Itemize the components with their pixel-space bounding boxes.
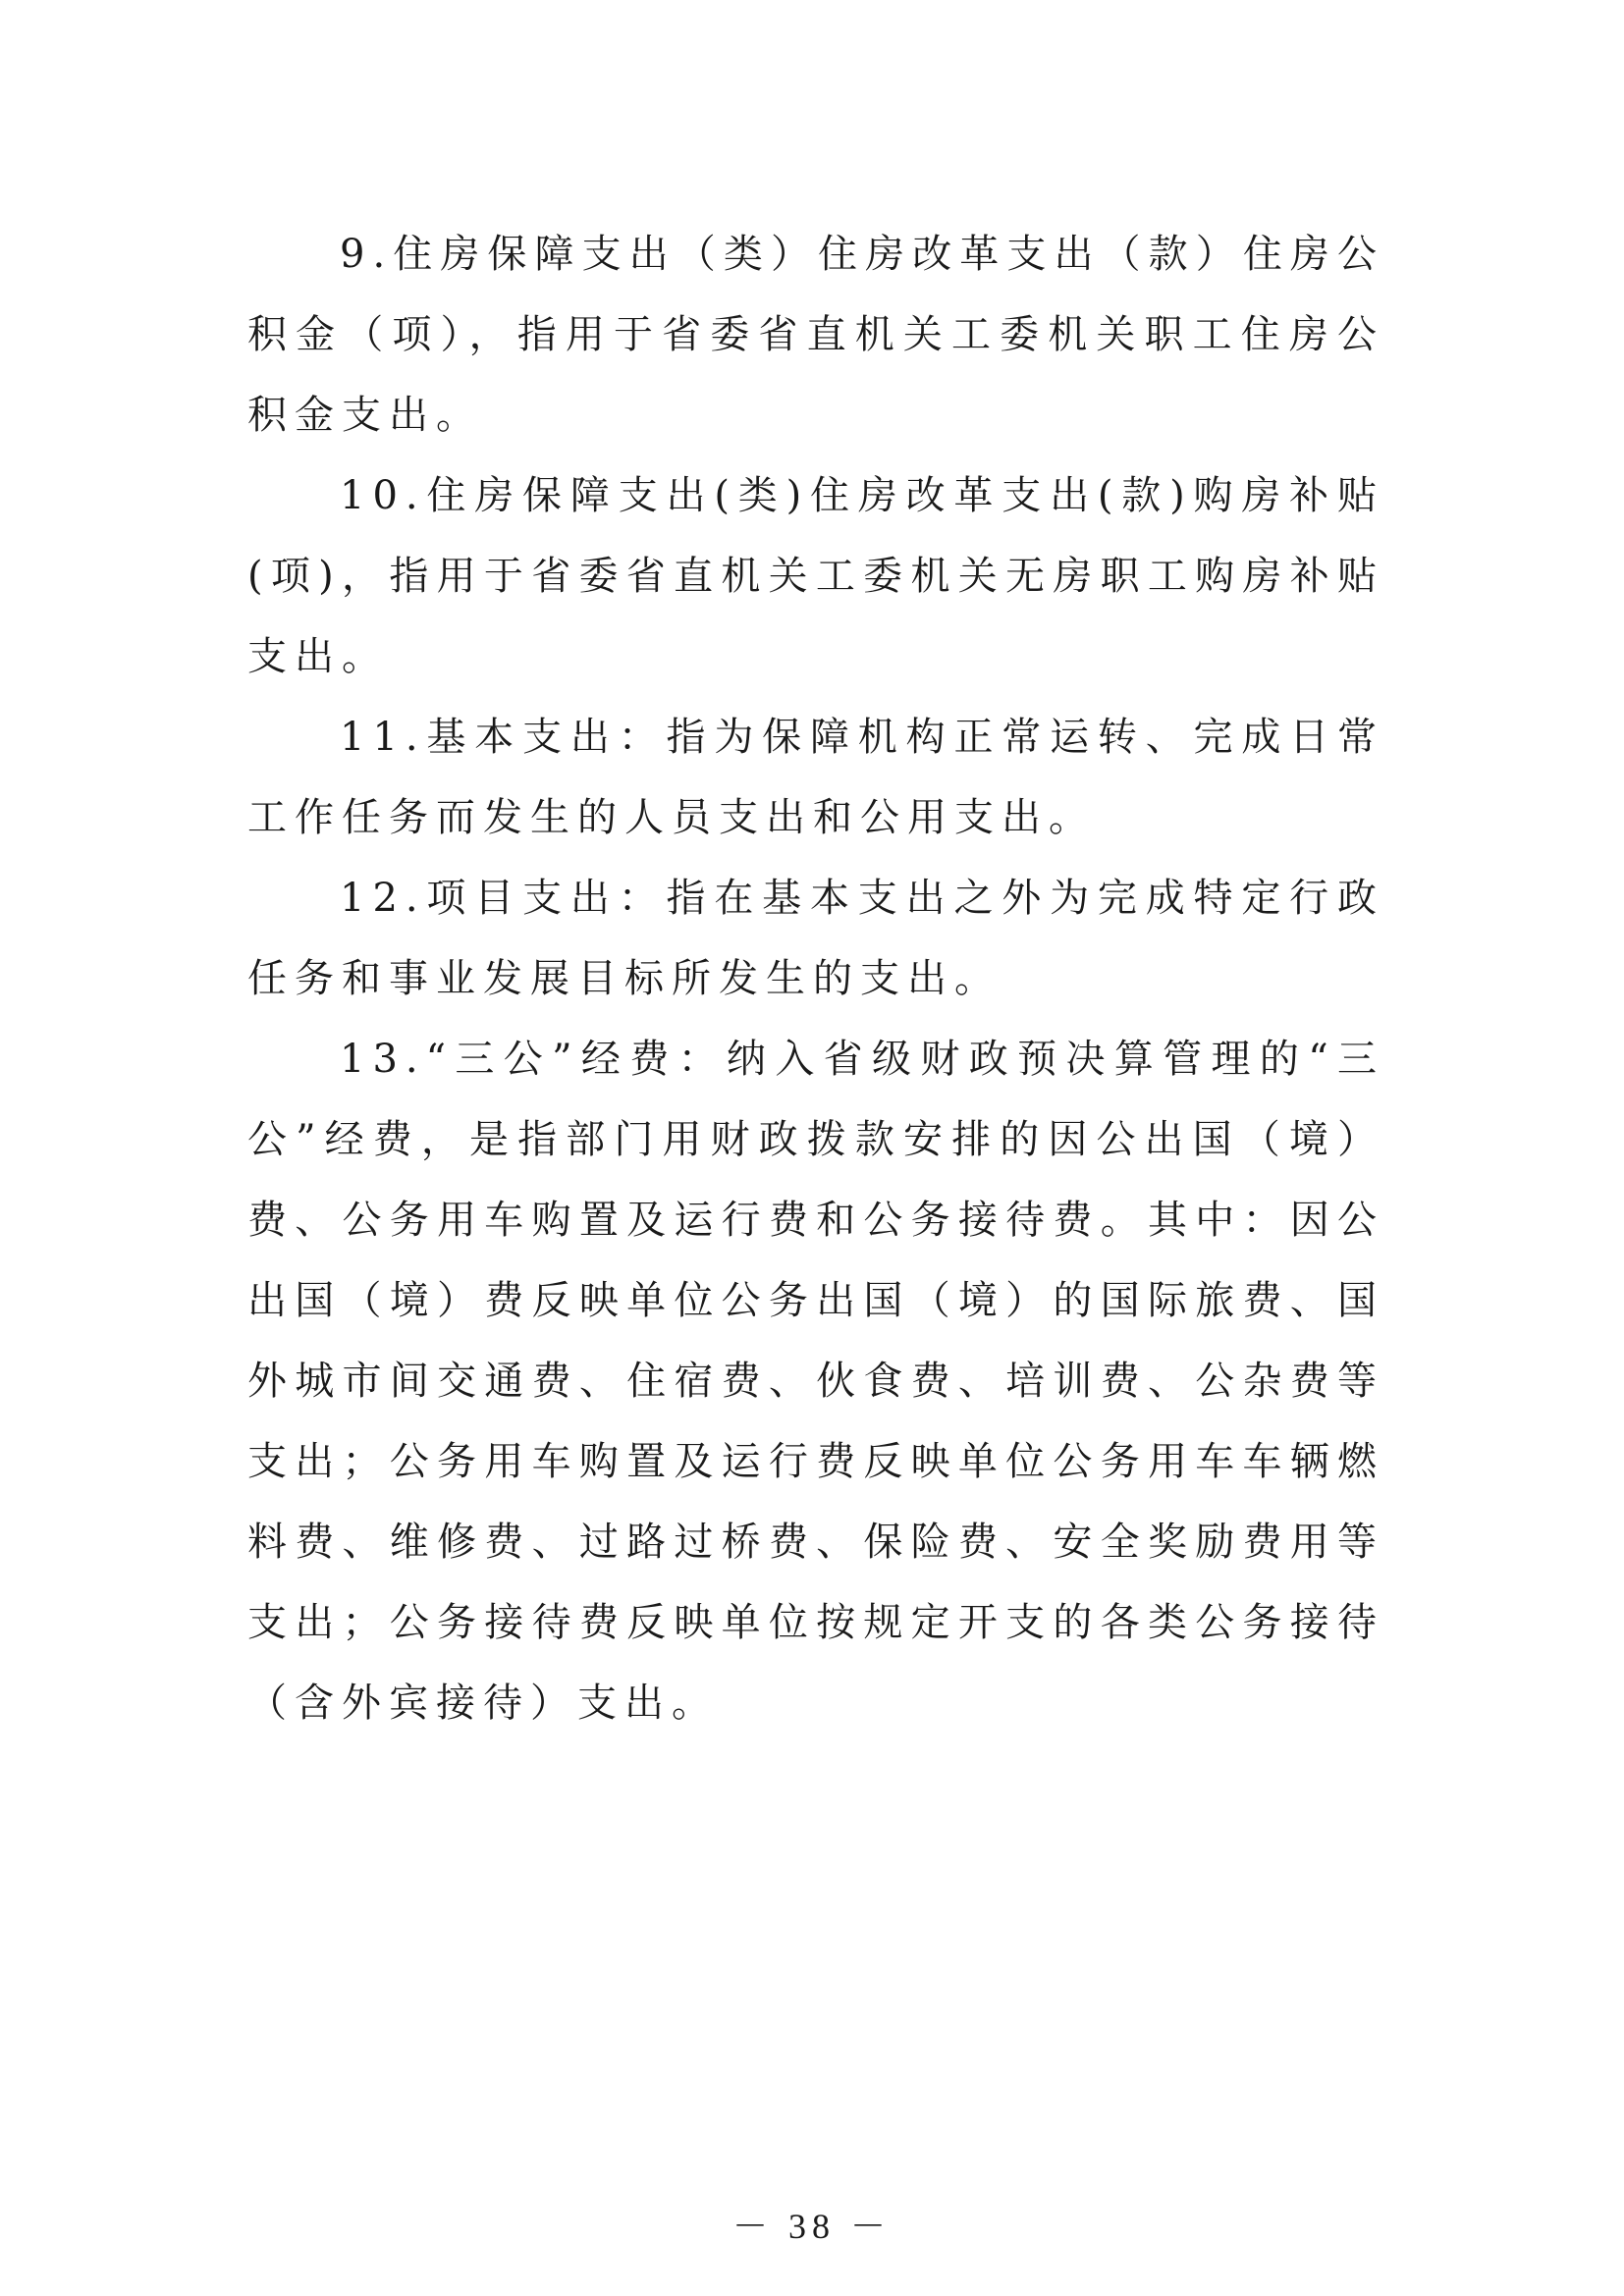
paragraph-item-11: 11.基本支出：指为保障机构正常运转、完成日常工作任务而发生的人员支出和公用支出。 xyxy=(247,715,1384,840)
paragraph-item-9: 9.住房保障支出（类）住房改革支出（款）住房公积金（项），指用于省委省直机关工委机关职工住房公积金支出。 xyxy=(247,232,1384,438)
paragraph-item-10: 10.住房保障支出(类)住房改革支出(款)购房补贴(项)，指用于省委省直机关工委机关无房职工购房补贴支出。 xyxy=(247,473,1384,679)
page-number: － 38 － xyxy=(731,2207,892,2246)
document-body xyxy=(247,214,1384,1743)
paragraph-item-13: 13.“三公”经费：纳入省级财政预决算管理的“三公”经费，是指部门用财政拨款安排的因公出国（境）费、公务用车购置及运行费和公务接待费。其中：因公出国（境）费反映单位公务出国（境）的国际旅费、国外城市间交通费、住宿费、伙食费、培训费、公杂费等支出；公务用车购置及运行费反映单位公务用车车辆燃料费、维修费、过路过桥费、保险费、安全奖励费用等支出；公务接待费反映单位按规定开支的各类公务接待（含外宾接待）支出。 xyxy=(247,1037,1384,1726)
paragraph-item-12: 12.项目支出：指在基本支出之外为完成特定行政任务和事业发展目标所发生的支出。 xyxy=(247,876,1384,1001)
